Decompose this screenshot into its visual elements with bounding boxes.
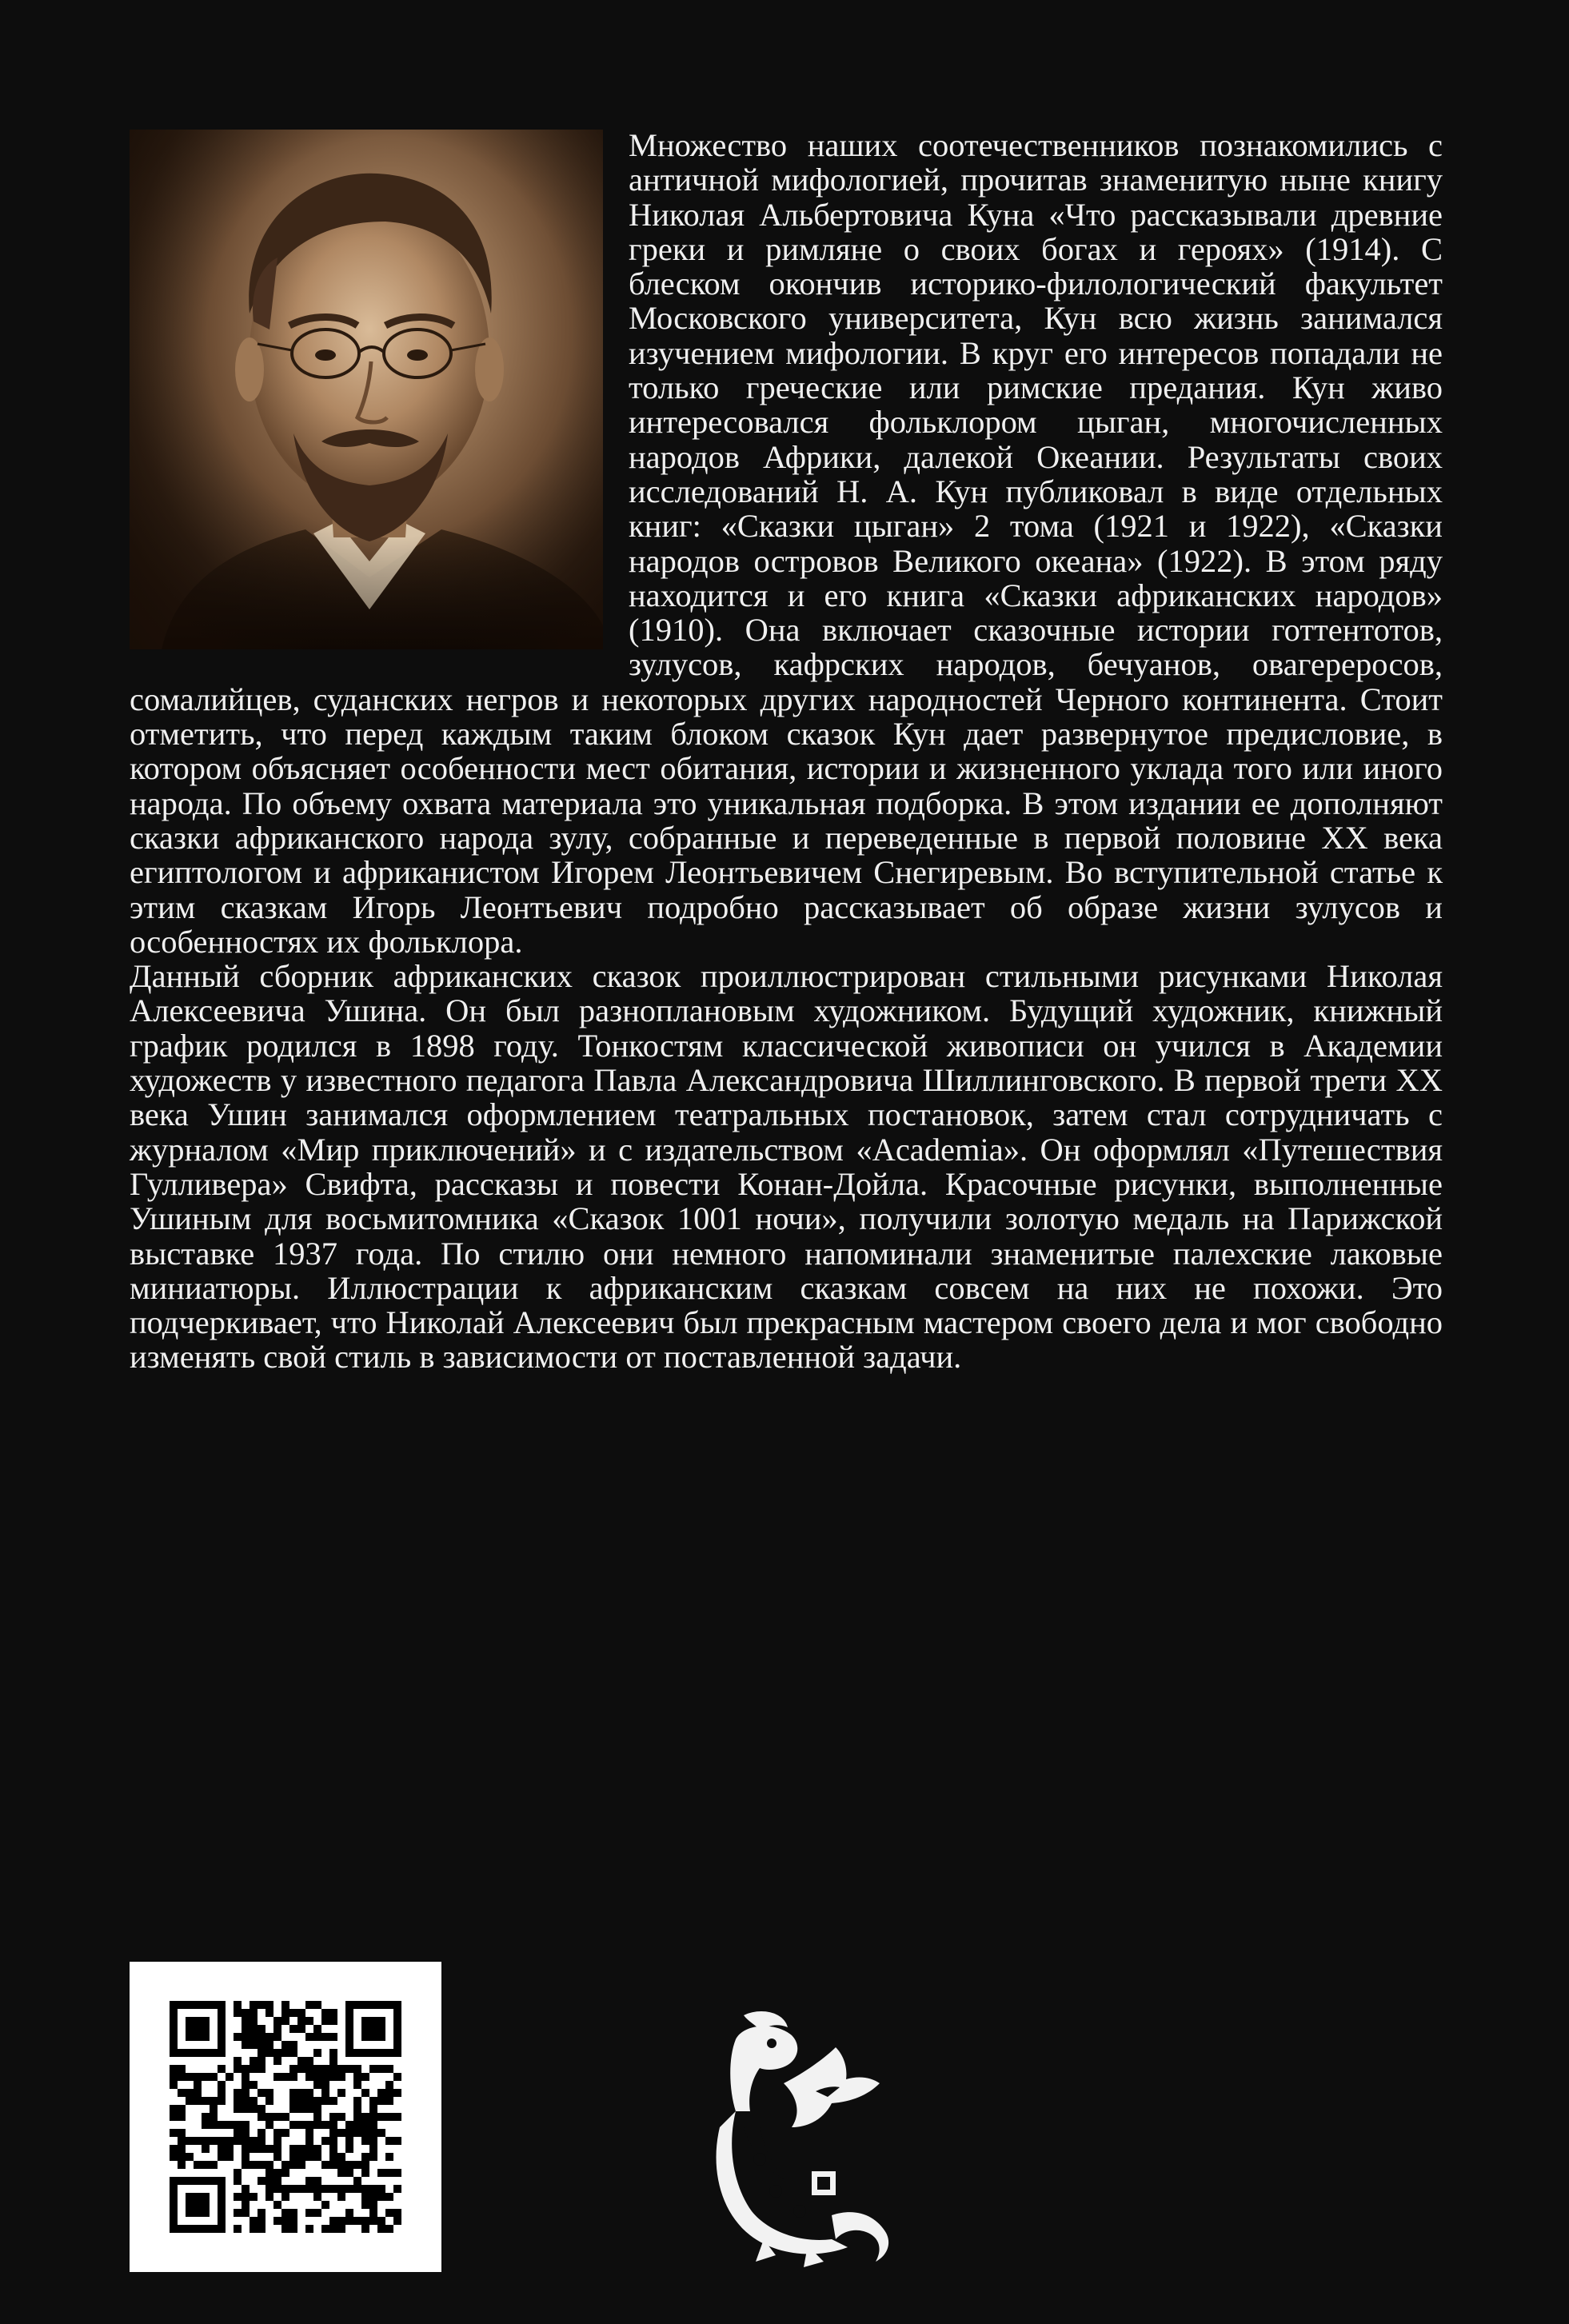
cover-text [130,128,1443,1375]
paragraph-about-ushin: Данный сборник африканских сказок проиллюстрирован стильными рисунками Николая Алексеевича Ушина. Он был разноплановым художником. Будущий художник, книжный график родился в 1898 году. Тонкостям классической живописи он учился в Академии художеств у известного педагога Павла Александровича Шиллинговского. В первой трети XX века Ушин занимался оформлением театральных постановок, затем стал сотрудничать с журналом «Мир приключений» и с издательством «Academia». Он оформлял «Путешествия Гулливера» Свифта, рассказы и повести Конан-Дойла. Красочные рисунки, выполненные Ушиным для восьмитомника «Сказок 1001 ночи», получили золотую медаль на Парижской выставке 1937 года. По стилю они немного напоминали знаменитые палехские лаковые миниатюры. Иллюстрации к африканским сказкам совсем на них не похожи. Это подчеркивает, что Николай Алексеевич был прекрасным мастером своего дела и мог свободно изменять свой стиль в зависимости от поставленной задачи. [130,958,1443,1376]
dragon-logo-icon [688,2007,904,2271]
portrait-float-spacer [130,128,629,664]
paragraph-about-kun: Множество наших соотечественников познакомились с античной мифологией, прочитав знаменитую ныне книгу Николая Альбертовича Куна «Что рассказывали древние греки и римляне о своих богах и героях» (1914). С блеском окончив историко-филологический факультет Московского университета, Кун всю жизнь занимался изучением мифологии. В круг его интересов попадали не только греческие или римские предания. Кун живо интересовался фольклором цыган, многочисленных народов Африки, далекой Океании. Результаты своих исследований Н. А. Кун публиковал в виде отдельных книг: «Сказки цыган» 2 тома (1921 и 1922), «Сказки народов островов Великого океана» (1922). В этом ряду находится и его книга «Сказки африканских народов» (1910). Она включает сказочные истории готтентотов, зулусов, кафрских народов, бечуанов, овагереросов, сомалийцев, суданских негров и некоторых других народностей Черного континента. Стоит отметить, что перед каждым таким блоком сказок Кун дает развернутое предисловие, в котором объясняет особенности мест обитания, истории и жизненного уклада того или иного народа. По объему охвата материала это уникальная подборка. В этом издании ее дополняют сказки африканского народа зулу, собранные и переведенные в первой половине XX века египтологом и африканистом Игорем Леонтьевичем Снегиревым. Во вступительной статье к этим сказкам Игорь Леонтьевич подробно рассказывает об образе жизни зулусов и особенностях их фольклора. [130,127,1443,960]
publisher-logo [688,2007,904,2271]
qr-code [130,1962,441,2272]
qr-code-icon [130,1962,441,2272]
